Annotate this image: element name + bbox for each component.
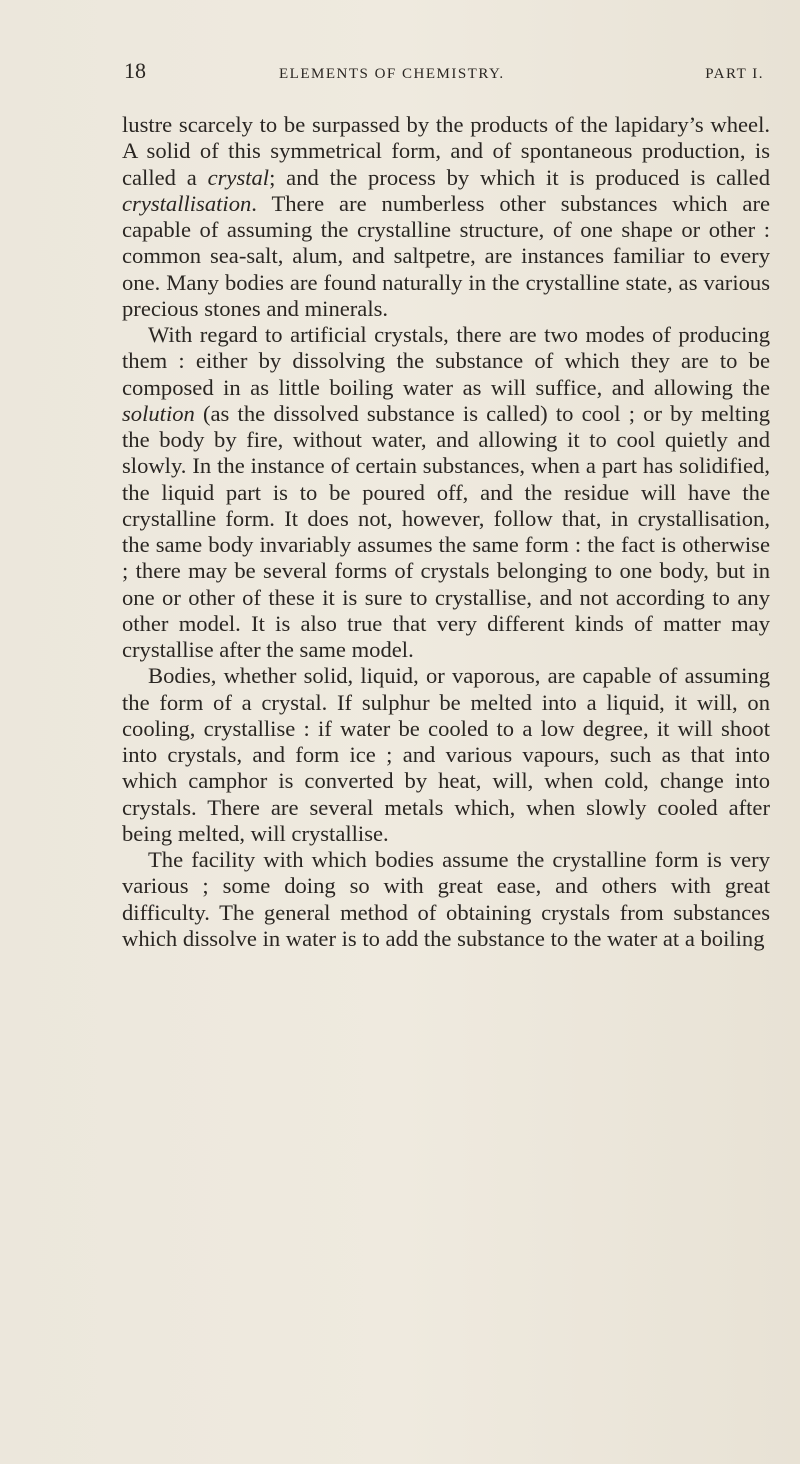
term-crystal: crystal <box>207 164 270 190</box>
body-text <box>122 112 770 952</box>
paragraph-3: Bodies, whether solid, liquid, or vaporous, are capable of assuming the form of a crystal. If sulphur be melted into a liquid, it will, on cooling, crystallise : if water be cooled to a low degree, it will shoot into crystals, and form ice ; and various vapours, such as that into which camphor is converted by heat, will, when cold, change into crystals. There are several metals which, when slowly cooled after being melted, will crystallise. <box>122 663 770 846</box>
paragraph-2-text-a: With regard to artificial crystals, there are two modes of producing them : either by dissolving the substance of which they are to be composed in as little boiling water as will suffice, and allowing the <box>122 322 770 400</box>
paragraph-1-text-c: . There are numberless other substances which are capable of assuming the crystalline structure, of one shape or other : common sea-salt, alum, and saltpetre, are instances familiar to every one. Many bodies are found naturally in the crystalline state, as various precious stones and minerals. <box>122 190 770 321</box>
page-header <box>124 58 764 92</box>
page-number: 18 <box>124 58 146 83</box>
paragraph-1-text-a: lustre scarcely to be surpassed by the products of the lapidary’s wheel. A solid of this symmetrical form, and of spontaneous production, is called a <box>122 112 770 190</box>
paragraph-2-text-b: (as the dissolved substance is called) to cool ; or by melting the body by fire, without water, and allowing it to cool quietly and slowly. In the instance of certain substances, when a part has solidified, the liquid part is to be poured off, and the residue will have the crystalline form. It does not, however, follow that, in crystallisation, the same body invariably assumes the same form : the fact is otherwise ; there may be several forms of crystals belonging to one body, but in one or other of these it is sure to crystallise, and not according to any other model. It is also true that very different kinds of matter may crystallise after the same model. <box>122 400 770 662</box>
paragraph-1-text-b: ; and the process by which it is produced is called <box>269 164 770 190</box>
part-label: PART I. <box>705 66 764 82</box>
paragraph-4: The facility with which bodies assume the crystalline form is very various ; some doing so with great ease, and others with great difficulty. The general method of obtaining crystals from substances which dissolve in water is to add the substance to the water at a boiling <box>122 847 770 951</box>
paragraph-2 <box>122 322 770 663</box>
paragraph-1 <box>122 112 770 322</box>
running-title: ELEMENTS OF CHEMISTRY. <box>279 66 505 82</box>
term-solution: solution <box>122 400 195 426</box>
term-crystallisation: crystallisation <box>122 190 252 216</box>
